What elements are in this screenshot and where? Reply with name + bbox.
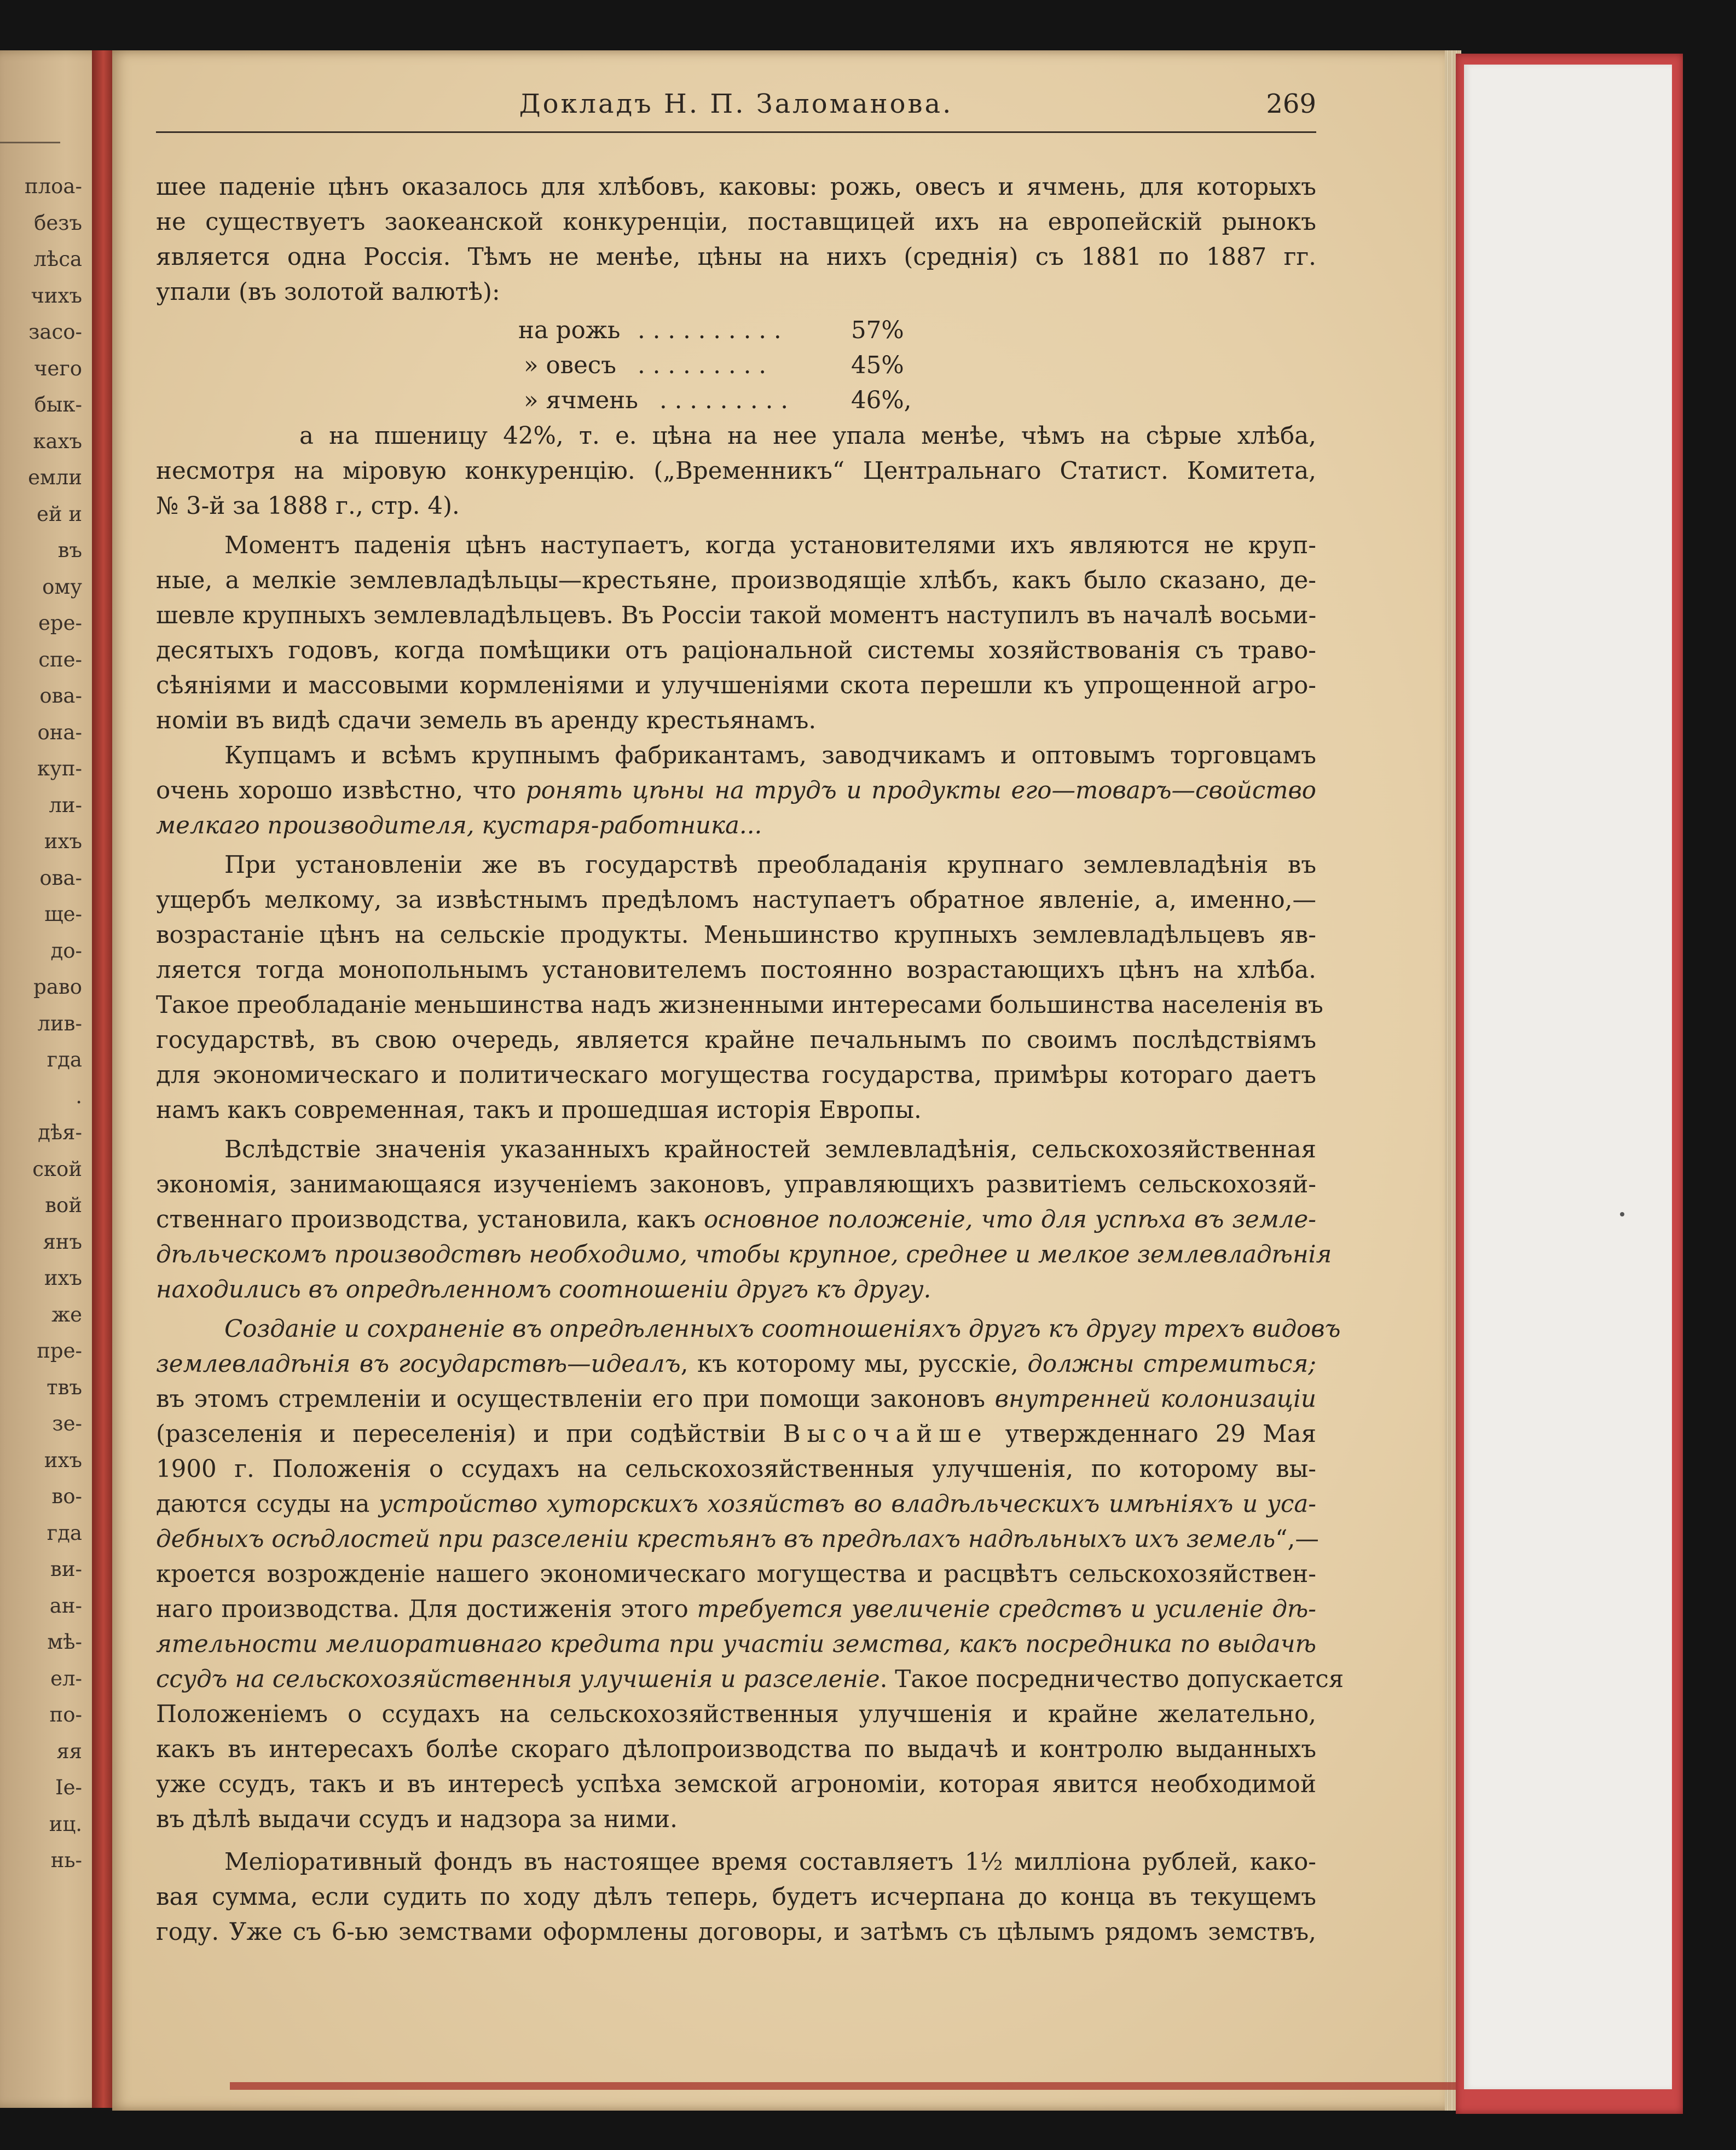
text-line: въ дѣлѣ выдачи ссудъ и надзора за ними.	[156, 1806, 678, 1833]
text-line: очень хорошо извѣстно, что ронять цѣны на трудъ и продукты его—товаръ—свойство	[156, 777, 1316, 804]
left-page-fragment: во-	[51, 1485, 82, 1508]
left-page-fragment: яя	[56, 1739, 82, 1763]
text-line: Такое преобладаніе меньшинства надъ жизненными интересами большинства населенія въ	[156, 992, 1323, 1019]
left-page-fragment: плоа-	[24, 175, 82, 198]
text-line: шевле крупныхъ землевладѣльцевъ. Въ Россіи такой моментъ наступилъ въ началѣ восьми-	[156, 602, 1317, 629]
text-line: Положеніемъ о ссудахъ на сельскохозяйственныя улучшенія и крайне желательно,	[156, 1701, 1316, 1728]
text-line: даются ссуды на устройство хуторскихъ хозяйствъ во владѣльческихъ имѣніяхъ и уса-	[156, 1491, 1316, 1518]
left-page-fragment: спе-	[38, 647, 82, 671]
left-page-fragment: твъ	[47, 1375, 82, 1399]
text-line: какъ въ интересахъ болѣе скораго дѣлопроизводства по выдачѣ и контролю выданныхъ	[156, 1736, 1316, 1763]
left-page-fragment: вой	[45, 1193, 82, 1217]
text-line: дѣльческомъ производствѣ необходимо, чтобы крупное, среднее и мелкое землевладѣнія	[156, 1241, 1332, 1268]
left-page-fragment: ел-	[50, 1666, 82, 1690]
running-header	[156, 89, 1316, 132]
running-title: Докладъ Н. П. Заломанова.	[519, 89, 953, 119]
text-line: не существуетъ заокеанской конкуренціи, поставщицей ихъ на европейскій рынокъ	[156, 208, 1316, 236]
left-page-fragment: кахъ	[33, 429, 82, 453]
left-page-fragment: ей и	[37, 502, 82, 526]
text-line: ятельности мелиоративнаго кредита при участіи земства, какъ посредника по выдачѣ	[156, 1631, 1316, 1658]
left-page-fragment: ли-	[49, 793, 82, 817]
left-page-fragment: дѣя-	[38, 1121, 82, 1144]
text-line: Вслѣдствіе значенія указанныхъ крайностей землевладѣнія, сельскохозяйственная	[224, 1136, 1316, 1163]
left-page-fragment: .	[76, 1084, 82, 1108]
price-value: 57%	[851, 317, 904, 344]
text-line: дебныхъ осѣдлостей при разселеніи крестьянъ въ предѣлахъ надѣльныхъ ихъ земель“,—	[156, 1526, 1319, 1553]
text-line: находились въ опредѣленномъ соотношеніи другъ къ другу.	[156, 1276, 931, 1303]
price-dots: . . . . . . . . .	[638, 352, 767, 379]
text-line: экономія, занимающаяся изученіемъ законовъ, управляющихъ развитіемъ сельскохозяй-	[156, 1171, 1316, 1198]
text-line: упали (въ золотой валютѣ):	[156, 279, 500, 306]
text-line: несмотря на міровую конкуренцію. („Временникъ“ Центральнаго Статист. Комитета,	[156, 457, 1316, 485]
price-value: 46%,	[851, 387, 912, 414]
price-value: 45%	[851, 352, 904, 379]
left-page-fragment: ова-	[39, 684, 82, 708]
price-dots: . . . . . . . . .	[659, 387, 789, 414]
text-line: Купцамъ и всѣмъ крупнымъ фабрикантамъ, заводчикамъ и оптовымъ торговцамъ	[224, 742, 1316, 769]
left-page-fragment: зе-	[52, 1412, 82, 1435]
price-label: » ячмень	[524, 387, 638, 414]
page-number: 269	[1266, 89, 1316, 119]
left-page-fragment: лѣса	[33, 247, 82, 271]
text-line: № 3-й за 1888 г., стр. 4).	[156, 492, 460, 520]
text-line: году. Уже съ 6-ью земствами оформлены договоры, и затѣмъ съ цѣлымъ рядомъ земствъ,	[156, 1919, 1316, 1946]
text-line: намъ какъ современная, такъ и прошедшая исторія Европы.	[156, 1097, 922, 1124]
text-line: является одна Россія. Тѣмъ не менѣе, цѣны на нихъ (среднія) съ 1881 по 1887 гг.	[156, 244, 1316, 271]
text-line: а на пшеницу 42%, т. е. цѣна на нее упала менѣе, чѣмъ на сѣрые хлѣба,	[299, 422, 1316, 450]
text-line: номіи въ видѣ сдачи земель въ аренду крестьянамъ.	[156, 707, 817, 734]
left-page-fragment: ви-	[50, 1557, 82, 1581]
left-page-fragment: Іе-	[55, 1776, 82, 1799]
left-page-fragment: ому	[42, 575, 82, 599]
text-line: ляется тогда монопольнымъ установителемъ постоянно возрастающихъ цѣнъ на хлѣба.	[156, 957, 1316, 984]
left-page-fragment: въ	[57, 538, 82, 562]
text-line: государствѣ, въ свою очередь, является крайне печальнымъ по своимъ послѣдствіямъ	[156, 1027, 1316, 1054]
left-page-fragment: безъ	[34, 211, 82, 235]
text-line: При установленіи же въ государствѣ преобладанія крупнаго землевладѣнія въ	[224, 851, 1316, 879]
text-line: шее паденіе цѣнъ оказалось для хлѣбовъ, каковы: рожь, овесъ и ячмень, для которыхъ	[156, 173, 1316, 201]
left-page-rule	[0, 142, 60, 143]
text-line: вая сумма, если судить по ходу дѣлъ теперь, будетъ исчерпана до конца въ текущемъ	[156, 1884, 1316, 1911]
left-page-fragment: бык-	[34, 393, 82, 416]
left-page-fragment: ще-	[44, 902, 82, 926]
text-line: ущербъ мелкому, за извѣстнымъ предѣломъ наступаетъ обратное явленіе, а, именно,—	[156, 886, 1316, 914]
left-page-fragment: до-	[50, 938, 82, 963]
left-page-fragment: ихъ	[44, 1448, 82, 1472]
left-page-fragment: гда	[47, 1048, 82, 1071]
text-line: для экономическаго и политическаго могущества государства, примѣры котораго даетъ	[156, 1062, 1316, 1089]
text-line: Созданіе и сохраненіе въ опредѣленныхъ соотношеніяхъ другъ къ другу трехъ видовъ	[224, 1316, 1341, 1343]
left-page-fragment: чихъ	[31, 283, 82, 308]
text-line: землевладѣнія въ государствѣ—идеалъ, къ которому мы, русскіе, должны стремиться;	[156, 1351, 1316, 1378]
left-page-fragment: ихъ	[44, 1266, 82, 1290]
left-page-fragment: нь-	[50, 1848, 82, 1872]
left-page-fragment: куп-	[37, 757, 82, 780]
text-line: уже ссудъ, такъ и въ интересѣ успѣха земской агрономіи, которая явится необходимой	[156, 1771, 1316, 1798]
left-page-fragment: раво	[33, 975, 82, 999]
text-line: ные, а мелкіе землевладѣльцы—крестьяне, производящіе хлѣбъ, какъ было сказано, де-	[156, 567, 1316, 594]
left-page-fragment: чего	[33, 356, 82, 380]
text-line: въ этомъ стремленіи и осуществленіи его при помощи законовъ внутренней колонизаціи	[156, 1386, 1316, 1413]
left-page-fragment: иц.	[49, 1812, 82, 1836]
left-page-fragment: гда	[47, 1521, 82, 1545]
left-page-fragment: же	[51, 1302, 82, 1326]
header-rule	[156, 131, 1316, 133]
left-page-fragment: засо-	[28, 320, 82, 344]
left-page-fragment: емли	[28, 466, 82, 489]
left-page-fragment: ихъ	[44, 830, 82, 853]
text-line: ственнаго производства, установила, какъ основное положеніе, что для успѣха въ земле-	[156, 1206, 1316, 1233]
price-label: » овесъ	[524, 352, 616, 379]
left-page-fragment: янъ	[43, 1230, 82, 1254]
price-dots: . . . . . . . . . .	[638, 317, 782, 344]
left-page-fragment: ан-	[49, 1593, 82, 1618]
text-line: кроется возрожденіе нашего экономическаго могущества и расцвѣтъ сельскохозяйствен-	[156, 1561, 1316, 1588]
speck	[1620, 1212, 1624, 1216]
text-line: Моментъ паденія цѣнъ наступаетъ, когда установителями ихъ являются не круп-	[224, 532, 1316, 559]
white-endpaper	[1464, 65, 1672, 2089]
left-page-fragment: лив-	[37, 1011, 82, 1035]
left-page-fragment: ере-	[38, 611, 82, 635]
text-line: десятыхъ годовъ, когда помѣщики отъ раціональной системы хозяйствованія съ траво-	[156, 637, 1316, 664]
text-line: сѣяніями и массовыми кормленіями и улучшеніями скота перешли къ упрощенной агро-	[156, 672, 1316, 699]
left-page-fragment: ова-	[39, 866, 82, 890]
text-line: возрастаніе цѣнъ на сельскіе продукты. Меньшинство крупныхъ землевладѣльцевъ яв-	[156, 922, 1316, 949]
red-spine	[92, 50, 115, 2108]
bottom-cover-edge	[230, 2082, 1456, 2090]
text-line: 1900 г. Положенія о ссудахъ на сельскохозяйственныя улучшенія, по которому вы-	[156, 1456, 1316, 1483]
text-line: (разселенія и переселенія) и при содѣйствіи Высочайше утвержденнаго 29 Мая	[156, 1421, 1316, 1448]
left-page-fragment: по-	[49, 1703, 82, 1726]
left-page-fragment: она-	[37, 720, 82, 744]
text-line: мелкаго производителя, кустаря-работника...	[156, 812, 762, 839]
price-label: на рожь	[518, 317, 621, 344]
left-page-fragment: мѣ-	[47, 1630, 82, 1654]
text-line: ссудъ на сельскохозяйственныя улучшенія и разселеніе. Такое посредничество допускается	[156, 1666, 1344, 1693]
left-page-fragment: пре-	[37, 1339, 82, 1363]
left-page-fragment: ской	[32, 1157, 82, 1181]
text-line: наго производства. Для достиженія этого требуется увеличеніе средствъ и усиленіе дѣ-	[156, 1596, 1316, 1623]
text-line: Меліоративный фондъ въ настоящее время составляетъ 1½ милліона рублей, како-	[224, 1848, 1316, 1876]
